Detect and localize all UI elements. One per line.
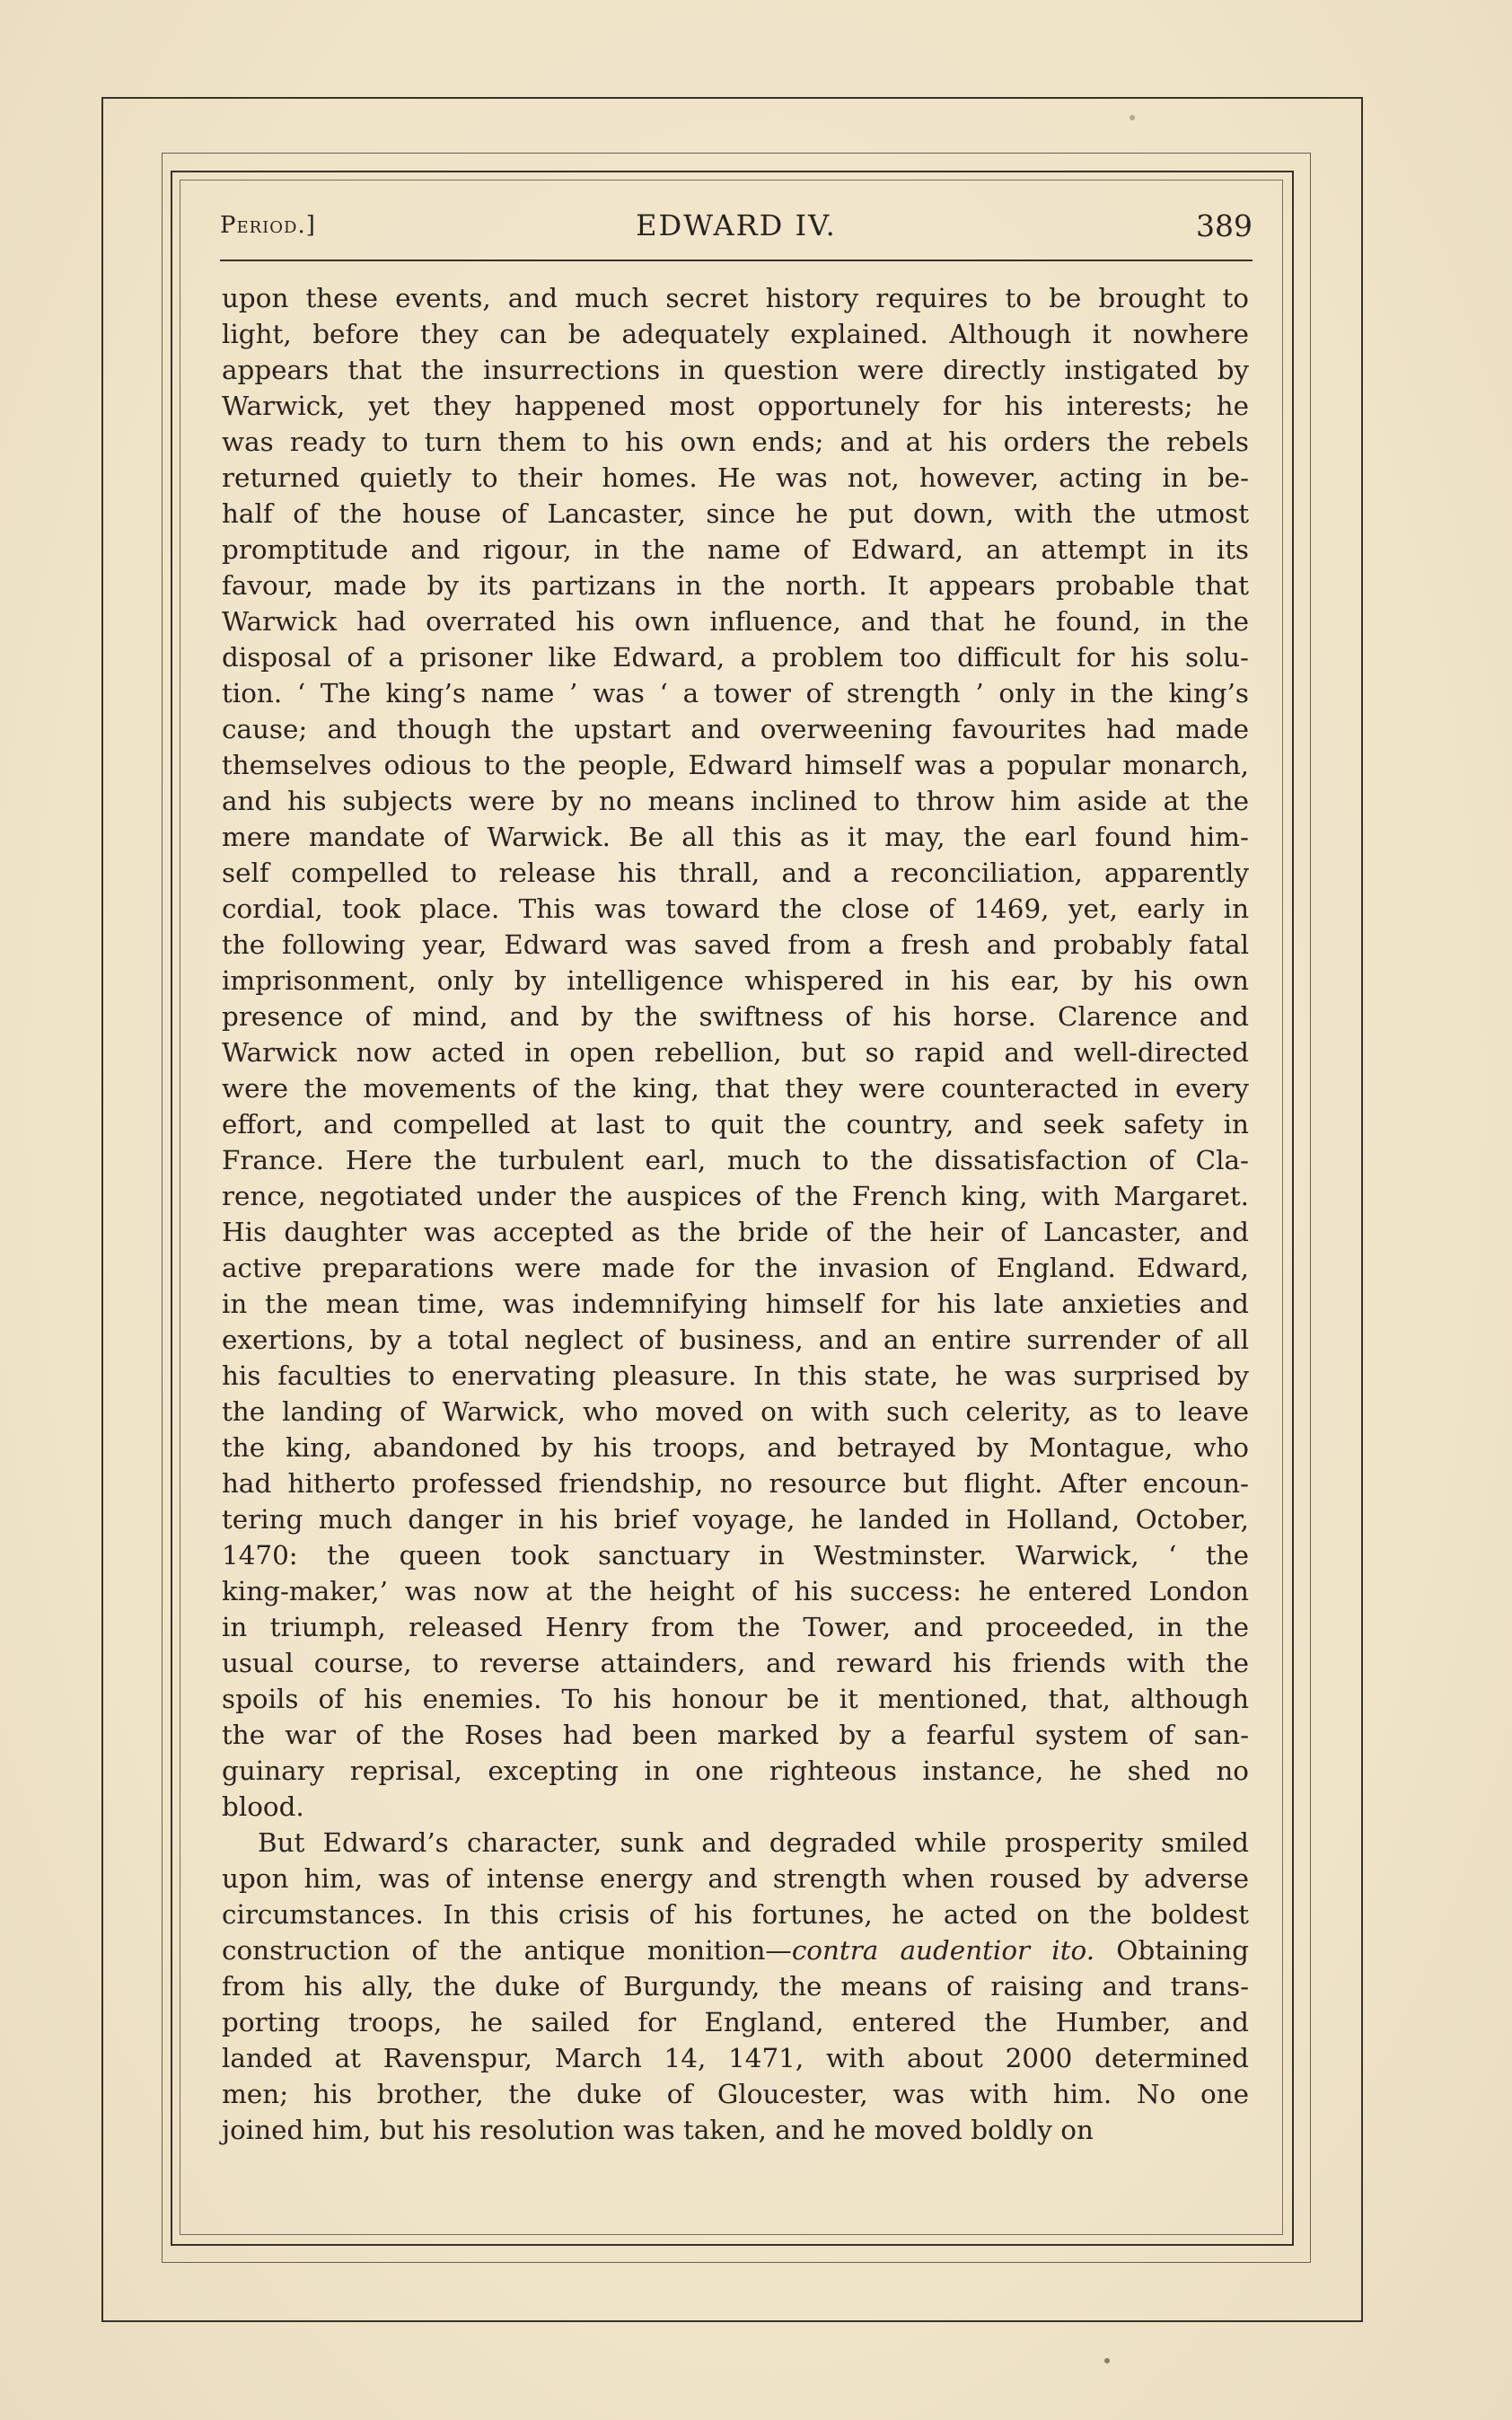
text-line: guinary reprisal, excepting in one righteous instance, he shed no — [222, 1756, 1249, 1786]
text-line: spoils of his enemies. To his honour be it mentioned, that, although — [222, 1684, 1249, 1714]
text-line: light, before they can be adequately explained. Although it nowhere — [222, 319, 1249, 349]
header-section-label: Period.] — [220, 212, 316, 239]
page-number: 389 — [1196, 208, 1253, 243]
text-line: 1470: the queen took sanctuary in Westminster. Warwick, ‘ the — [222, 1540, 1249, 1571]
text-line: usual course, to reverse attainders, and reward his friends with the — [222, 1648, 1249, 1678]
text-line: the war of the Roses had been marked by a fearful system of san- — [222, 1720, 1249, 1750]
text-line: circumstances. In this crisis of his fortunes, he acted on the boldest — [222, 1899, 1249, 1930]
text-line: king-maker,’ was now at the height of his success: he entered London — [222, 1576, 1249, 1606]
text-line: cause; and though the upstart and overweening favourites had made — [222, 714, 1249, 744]
text-line: appears that the insurrections in question were directly instigated by — [222, 355, 1249, 385]
text-line: tering much danger in his brief voyage, he landed in Holland, October, — [222, 1504, 1249, 1535]
text-line: self compelled to release his thrall, and a reconciliation, apparently — [222, 858, 1249, 888]
text-line: themselves odious to the people, Edward himself was a popular monarch, — [222, 750, 1249, 780]
text-line: construction of the antique monition—contra audentior ito. Obtaining — [222, 1935, 1249, 1966]
text-line: imprisonment, only by intelligence whispered in his ear, by his own — [222, 965, 1249, 996]
text-line: blood. — [222, 1791, 304, 1822]
text-line: effort, and compelled at last to quit the country, and seek safety in — [222, 1109, 1249, 1140]
text-line: were the movements of the king, that they were counteracted in every — [222, 1073, 1249, 1104]
text-line: the landing of Warwick, who moved on with such celerity, as to leave — [222, 1396, 1249, 1427]
text-line: returned quietly to their homes. He was not, however, acting in be- — [222, 462, 1249, 493]
text-line: upon these events, and much secret history requires to be brought to — [222, 283, 1249, 313]
text-line: men; his brother, the duke of Gloucester, was with him. No one — [222, 2079, 1249, 2109]
text-line: Warwick now acted in open rebellion, but so rapid and well-directed — [222, 1037, 1249, 1068]
text-line: favour, made by its partizans in the north. It appears probable that — [222, 570, 1249, 601]
text-line: joined him, but his resolution was taken, and he moved boldly on — [222, 2115, 1094, 2145]
text-line: was ready to turn them to his own ends; and at his orders the rebels — [222, 427, 1249, 457]
text-line: and his subjects were by no means inclined to throw him aside at the — [222, 786, 1249, 816]
paper-speck — [1104, 2358, 1110, 2363]
body-text — [222, 280, 1249, 2148]
text-line: upon him, was of intense energy and strength when roused by adverse — [222, 1863, 1249, 1894]
text-line: cordial, took place. This was toward the close of 1469, yet, early in — [222, 893, 1249, 924]
text-line: in the mean time, was indemnifying himself for his late anxieties and — [222, 1289, 1249, 1319]
latin-phrase: contra audentior ito. — [791, 1935, 1095, 1966]
text-line: France. Here the turbulent earl, much to the dissatisfaction of Cla- — [222, 1145, 1249, 1175]
text-line: the king, abandoned by his troops, and betrayed by Montague, who — [222, 1432, 1249, 1463]
text-line: from his ally, the duke of Burgundy, the means of raising and trans- — [222, 1971, 1249, 2002]
text-line: exertions, by a total neglect of business, and an entire surrender of all — [222, 1324, 1249, 1355]
text-line: promptitude and rigour, in the name of Edward, an attempt in its — [222, 534, 1249, 565]
text-line: the following year, Edward was saved from a fresh and probably fatal — [222, 929, 1249, 960]
text-line: But Edward’s character, sunk and degraded while prosperity smiled — [258, 1827, 1249, 1858]
header-title: EDWARD IV. — [636, 208, 837, 242]
text-line: his faculties to enervating pleasure. In this state, he was surprised by — [222, 1360, 1249, 1391]
text-line: presence of mind, and by the swiftness of his horse. Clarence and — [222, 1001, 1249, 1032]
header-rule — [220, 260, 1253, 261]
text-line: Warwick, yet they happened most opportunely for his interests; he — [222, 391, 1249, 421]
text-line: active preparations were made for the invasion of England. Edward, — [222, 1253, 1249, 1283]
text-line: Warwick had overrated his own influence, and that he found, in the — [222, 606, 1249, 637]
text-line: half of the house of Lancaster, since he put down, with the utmost — [222, 498, 1249, 529]
text-line: in triumph, released Henry from the Tower, and proceeded, in the — [222, 1612, 1249, 1642]
text-line: landed at Ravenspur, March 14, 1471, with about 2000 determined — [222, 2043, 1249, 2073]
text-line: His daughter was accepted as the bride of the heir of Lancaster, and — [222, 1217, 1249, 1247]
text-line: mere mandate of Warwick. Be all this as it may, the earl found him- — [222, 822, 1249, 852]
running-header — [220, 208, 1253, 250]
text-line: had hitherto professed friendship, no resource but flight. After encoun- — [222, 1468, 1249, 1499]
text-line: tion. ‘ The king’s name ’ was ‘ a tower of strength ’ only in the king’s — [222, 678, 1249, 708]
text-line: porting troops, he sailed for England, entered the Humber, and — [222, 2007, 1249, 2037]
text-line: disposal of a prisoner like Edward, a problem too difficult for his solu- — [222, 642, 1249, 673]
text-line: rence, negotiated under the auspices of the French king, with Margaret. — [222, 1181, 1249, 1211]
